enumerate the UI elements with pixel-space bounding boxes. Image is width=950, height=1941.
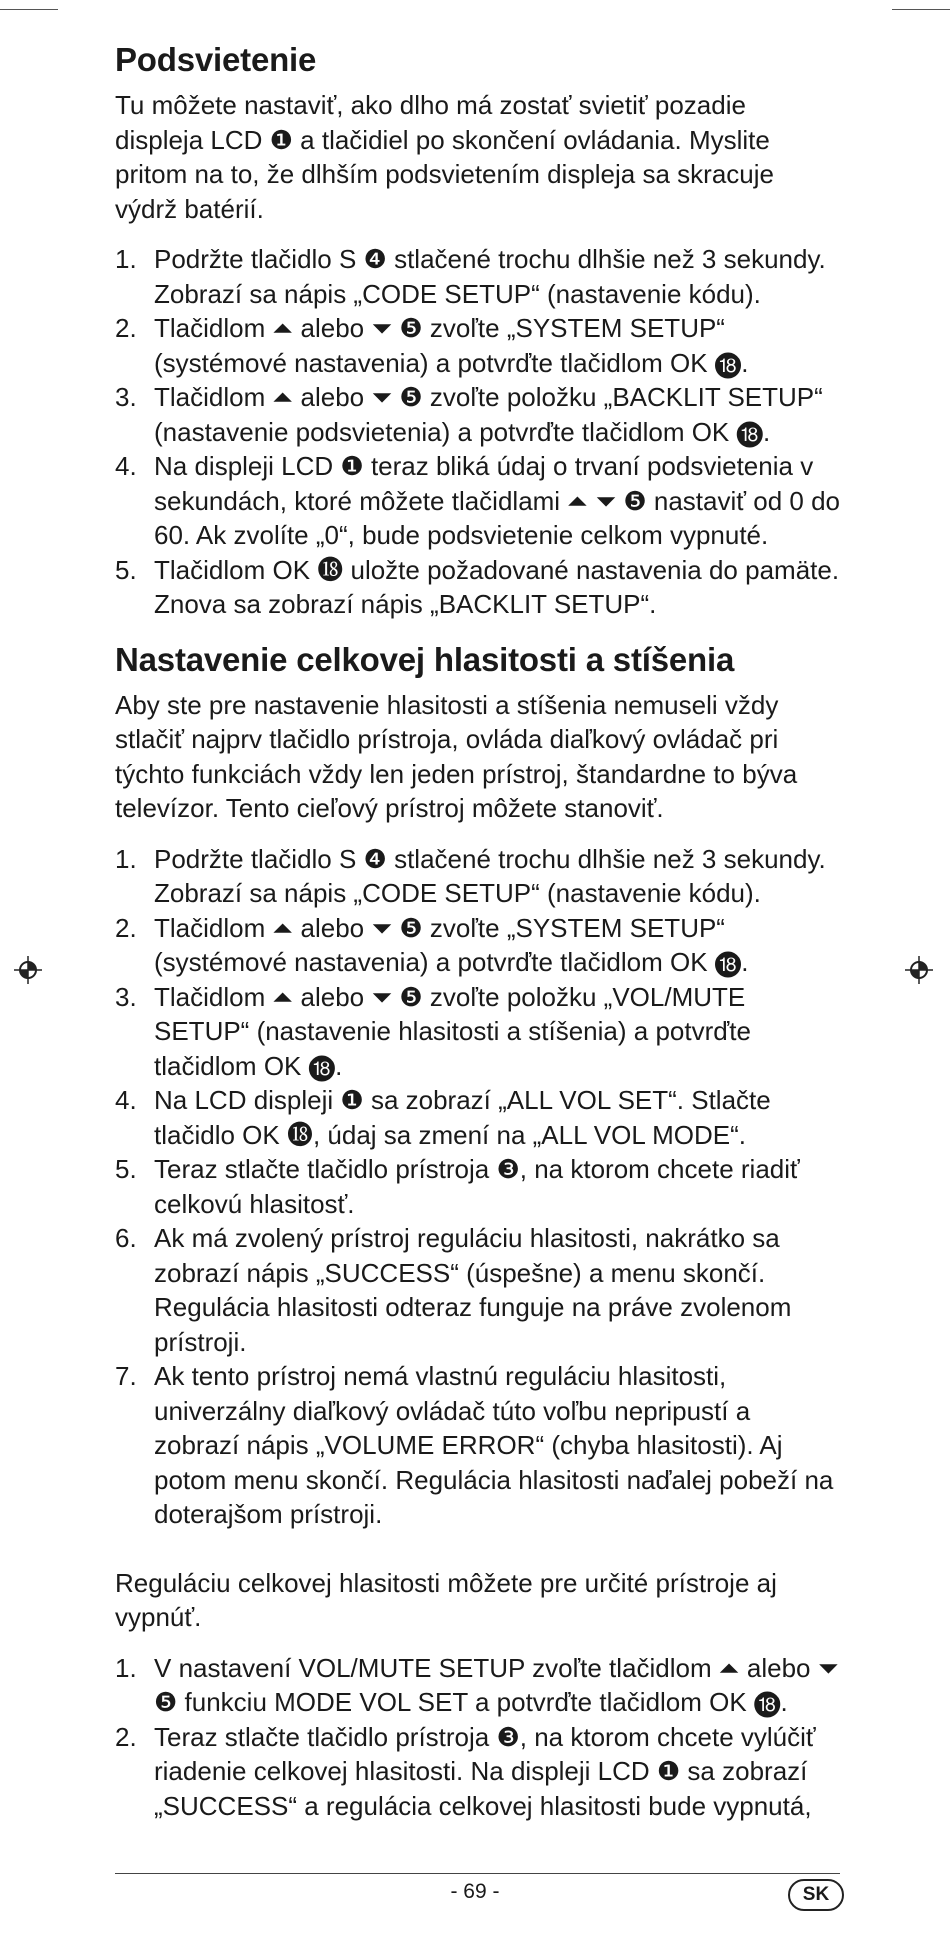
page-content — [115, 40, 840, 1839]
volume-disable-paragraph: Reguláciu celkovej hlasitosti môžete pre určité prístroje aj vypnúť. — [115, 1567, 777, 1632]
crop-mark-top-left — [0, 9, 58, 10]
section-title-volume: Nastavenie celkovej hlasitosti a stíšenia — [115, 640, 735, 678]
list-item: 1. V nastavení VOL/MUTE SETUP zvoľte tlačidlom ⏶ alebo ⏷ ❺ funkciu MODE VOL SET a potvrďte tlačidlom OK ⓲. — [115, 1652, 839, 1717]
footer-divider — [115, 1873, 840, 1874]
list-item: 2. Tlačidlom ⏶ alebo ⏷ ❺ zvoľte „SYSTEM SETUP“ (systémové nastavenia) a potvrďte tlačidlom OK ⓲. — [115, 912, 749, 977]
language-badge: SK — [788, 1879, 844, 1911]
section-title-backlight: Podsvietenie — [115, 41, 317, 78]
crop-mark-top-right — [892, 9, 950, 10]
list-item: 3. Tlačidlom ⏶ alebo ⏷ ❺ zvoľte položku „BACKLIT SETUP“ (nastavenie podsvietenia) a potvrďte tlačidlom OK ⓲. — [115, 382, 823, 447]
list-item: 2. Teraz stlačte tlačidlo prístroja ❸, na ktorom chcete vylúčiť riadenie celkovej hlasitosti. Na displeji LCD ❶ sa zobrazí „SUCCESS“ a regulácia celkovej hlasitosti bude vypnutá, — [115, 1721, 816, 1821]
steps-volume-disable — [115, 1651, 840, 1824]
section-intro-volume: Aby ste pre nastavenie hlasitosti a stíšenia nemuseli vždy stlačiť najprv tlačidlo prístroja, ovláda diaľkový ovládač pri týchto funkciách vždy len jeden prístroj, štandardne to býva televízor. Tento cieľový prístroj môžete stanoviť. — [115, 689, 798, 823]
steps-backlight — [115, 242, 840, 622]
section-intro-backlight: Tu môžete nastaviť, ako dlho má zostať svietiť pozadie displeja LCD ❶ a tlačidiel po skončení ovládania. Myslite pritom na to, že dlhším podsvietením displeja sa skracuje výdrž batérií. — [115, 90, 774, 224]
list-item: 5. Tlačidlom OK ⓲ uložte požadované nastavenia do pamäte. Znova sa zobrazí nápis „BACKLIT SETUP“. — [115, 554, 840, 619]
registration-mark-right-icon — [905, 956, 933, 984]
list-item: 1. Podržte tlačidlo S ❹ stlačené trochu dlhšie než 3 sekundy. Zobrazí sa nápis „CODE SETUP“ (nastavenie kódu). — [115, 843, 826, 908]
list-item: 7. Ak tento prístroj nemá vlastnú reguláciu hlasitosti, univerzálny diaľkový ovládač túto voľbu nepripustí a zobrazí nápis „VOLUME ERROR“ (chyba hlasitosti). Aj potom menu skončí. Regulácia hlasitosti naďalej pobeží na doterajšom prístroji. — [115, 1361, 834, 1529]
steps-volume — [115, 842, 840, 1532]
list-item: 6. Ak má zvolený prístroj reguláciu hlasitosti, nakrátko sa zobrazí nápis „SUCCESS“ (úspešne) a menu skončí. Regulácia hlasitosti odteraz funguje na práve zvolenom prístroji. — [115, 1223, 792, 1357]
registration-mark-left-icon — [14, 956, 42, 984]
list-item: 5. Teraz stlačte tlačidlo prístroja ❸, na ktorom chcete riadiť celkovú hlasitosť. — [115, 1154, 800, 1219]
list-item: 1. Podržte tlačidlo S ❹ stlačené trochu dlhšie než 3 sekundy. Zobrazí sa nápis „CODE SETUP“ (nastavenie kódu). — [115, 244, 826, 309]
list-item: 2. Tlačidlom ⏶ alebo ⏷ ❺ zvoľte „SYSTEM SETUP“ (systémové nastavenia) a potvrďte tlačidlom OK ⓲. — [115, 313, 749, 378]
list-item: 3. Tlačidlom ⏶ alebo ⏷ ❺ zvoľte položku „VOL/MUTE SETUP“ (nastavenie hlasitosti a stíšenia) a potvrďte tlačidlom OK ⓲. — [115, 981, 751, 1081]
page-number: - 69 - — [450, 1880, 500, 1903]
list-item: 4. Na LCD displeji ❶ sa zobrazí „ALL VOL SET“. Stlačte tlačidlo OK ⓲, údaj sa zmení na „ALL VOL MODE“. — [115, 1085, 771, 1150]
spacer — [115, 1548, 840, 1566]
list-item: 4. Na displeji LCD ❶ teraz bliká údaj o trvaní podsvietenia v sekundách, ktoré môžete tlačidlami ⏶ ⏷ ❺ nastaviť od 0 do 60. Ak zvolíte „0“, bude podsvietenie celkom vypnuté. — [115, 451, 840, 550]
